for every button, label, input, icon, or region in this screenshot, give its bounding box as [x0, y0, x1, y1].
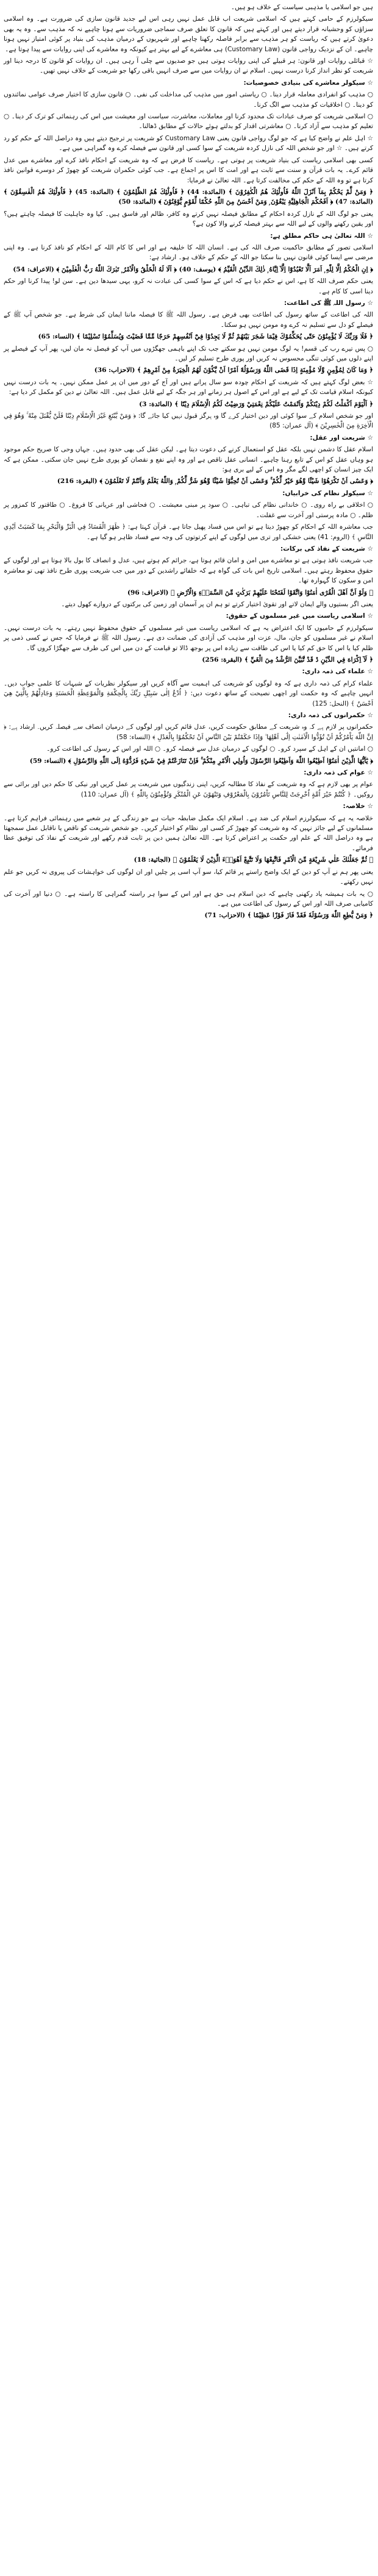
paragraph: یعنی اگر بستیوں والے ایمان لاتے اور تقویٰ اختیار کرتے تو ہم ان پر آسمان اور زمین کی برکتوں کے دروازے کھول دیتے۔	[61, 600, 373, 608]
paragraph: ○ اخلاقی بے راہ روی۔ ○ خاندانی نظام کی تباہی۔ ○ سود پر مبنی معیشت۔ ○ فحاشی اور عریانی کا فروغ۔ ○ طاقتور کا کمزور پر ظلم۔ ○ مادہ پرستی اور آخرت سے غفلت۔	[4, 501, 373, 519]
paragraph: کسی بھی اسلامی ریاست کی بنیاد شریعت پر ہوتی ہے۔ ریاست کا فرض ہے کہ وہ شریعت کے احکام نافذ کرے اور معاشرے میں عدل قائم کرے۔ یہ بات قرآن و سنت سے ثابت ہے اور امت کا اس پر اجماع ہے۔ جب کوئی حکمران شریعت کو چھوڑ کر دوسرے قوانین نافذ کرتا ہے تو وہ اللہ کے حکم کی مخالفت کرتا ہے۔ اللہ تعالیٰ نے فرمایا:	[4, 156, 373, 184]
section-heading: ☆ اسلامی ریاست میں غیر مسلموں کے حقوق:	[226, 612, 373, 620]
quran-verse: ﴿ لَآ اِكْرَاهَ فِي الدِّيْنِ ڐ قَدْ تَّبَيَّنَ الرُّشْدُ مِنَ الْغَيِّ ﴾ (البقرة: 256)	[202, 656, 373, 664]
paragraph: یعنی جو لوگ اللہ کے نازل کردہ احکام کے مطابق فیصلہ نہیں کرتے وہ کافر، ظالم اور فاسق ہیں۔ کیا وہ جاہلیت کا فیصلہ چاہتے ہیں؟ اور یقین رکھنے والوں کے لیے اللہ سے بہتر فیصلہ کرنے والا کون ہے؟	[4, 210, 373, 228]
paragraph: جب معاشرہ اللہ کے احکام کو چھوڑ دیتا ہے تو اس میں فساد پھیل جاتا ہے۔ قرآن کہتا ہے: ﴿ ظَهَرَ الْفَسَادُ فِي الْبَرِّ وَالْبَحْرِ بِمَا كَسَبَتْ اَيْدِي النَّاسِ ﴾ (الروم: 41) یعنی خشکی اور تری میں لوگوں کے اپنے کرتوتوں کی وجہ سے فساد ظاہر ہو گیا ہے۔	[4, 523, 373, 541]
paragraph: ہیں جو اسلامی یا مذہبی سیاست کے خلاف ہو ہیں۔	[230, 4, 373, 11]
paragraph: عوام پر بھی لازم ہے کہ وہ شریعت کے نفاذ کا مطالبہ کریں، اپنی زندگیوں میں شریعت پر عمل کریں اور نیکی کا حکم دیں اور برائی سے روکیں۔ ﴿ كُنْتُمْ خَيْرَ اُمَّةٍ اُخْرِجَتْ لِلنَّاسِ تَاْمُرُوْنَ بِالْمَعْرُوْفِ وَتَنْهَوْنَ عَنِ الْمُنْكَرِ وَتُؤْمِنُوْنَ بِاللّٰهِ ﴾ (آل عمران: 110)	[4, 781, 373, 798]
paragraph: ○ مذہب کو انفرادی معاملہ قرار دینا۔ ○ ریاستی امور میں مذہب کی مداخلت کی نفی۔ ○ قانون سازی کا اختیار صرف عوامی نمائندوں کو دینا۔ ○ اخلاقیات کو مذہب سے الگ کرنا۔	[4, 91, 373, 109]
paragraph: ☆ اہل علم نے واضح کیا ہے کہ جو لوگ رواجی قانون یعنی Customary Law کو شریعت پر ترجیح دیتے ہیں وہ دراصل اللہ کے حکم کو رد کرتے ہیں۔ ☆ اور جو شخص اللہ کی نازل کردہ شریعت کے سوا کسی اور قانون سے فیصلہ کرے وہ گمراہی میں ہے۔	[4, 134, 373, 152]
quran-verse: ﴿ يٰٓاَيُّهَا الَّذِيْنَ اٰمَنُوْٓا اَطِيْعُوا اللّٰهَ وَاَطِيْعُوا الرَّسُوْلَ وَاُولِي الْاَمْرِ مِنْكُمْ ۚ فَاِنْ تَنَازَعْتُمْ فِيْ شَيْءٍ فَرُدُّوْهُ اِلَى اللّٰهِ وَالرَّسُوْلِ ﴾ (النساء: 59)	[29, 757, 373, 765]
section-heading: ☆ حکمرانوں کی ذمہ داری:	[288, 712, 373, 719]
section-heading: ☆ سیکولر نظام کی خرابیاں:	[282, 489, 373, 497]
quran-verse: ﴿ ثُمَّ جَعَلْنٰكَ عَلٰي شَرِيْعَةٍ مِّنَ الْاَمْرِ فَاتَّبِعْهَا وَلَا تَتَّبِعْ اَهْوَاۗءَ الَّذِيْنَ لَا يَعْلَمُوْنَ ﴾ (الجاثیة: 18)	[134, 856, 373, 864]
quran-verse: ﴿ وَلَوْ اَنَّ اَهْلَ الْقُرٰٓى اٰمَنُوْا وَاتَّقَوْا لَفَتَحْنَا عَلَيْهِمْ بَرَكٰتٍ مِّنَ السَّمَاۗءِ وَالْاَرْضِ ﴾ (الاعراف: 96)	[127, 589, 373, 596]
section-heading: ☆ شریعت اور عقل:	[310, 434, 373, 442]
section-heading: ☆ خلاصہ:	[343, 803, 373, 810]
paragraph: سیکولرزم کے حامی کہتے ہیں کہ اسلامی شریعت اب قابل عمل نہیں رہی اس لیے جدید قانون سازی کی ضرورت ہے۔ وہ اسلامی سزاؤں کو وحشیانہ قرار دیتے ہیں اور کہتے ہیں کہ قانون کا تعلق صرف سماجی ضروریات سے ہونا چاہیے نہ کہ مذہب سے۔ وہ یہ بھی دعویٰ کرتے ہیں کہ ریاست کو ہر مذہب سے برابر فاصلہ رکھنا چاہیے اور شہریوں کے درمیان مذہب کی بنیاد پر کوئی امتیاز نہیں ہونا چاہیے۔ ان کے نزدیک رواجی قانون (Customary Law) ہی معاشرے کے لیے بہتر ہے کیونکہ وہ معاشرے کی اپنی روایات سے پیدا ہوتا ہے۔	[4, 15, 373, 53]
quran-verse: ﴿ اِنِ الْحُكْمُ اِلَّا لِلّٰهِ ۭ اَمَرَ اَلَّا تَعْبُدُوْٓا اِلَّآ اِيَّاهُ ۭ ذٰلِكَ الدِّيْنُ الْقَيِّمُ ﴾ (یوسف: 40) ﴿ اَلَا لَهُ الْخَلْقُ وَالْاَمْرُ ۭ تَبٰرَكَ اللّٰهُ رَبُّ الْعٰلَمِيْنَ ﴾ (الاعراف: 54)	[13, 265, 373, 273]
paragraph: اور جو شخص اسلام کے سوا کوئی اور دین اختیار کرے گا وہ ہرگز قبول نہیں کیا جائے گا: ﴿ وَمَنْ يَّبْتَغِ غَيْرَ الْاِسْلَامِ دِيْنًا فَلَنْ يُّقْبَلَ مِنْهُ ۚ وَهُوَ فِي الْاٰخِرَةِ مِنَ الْخٰسِرِيْنَ ﴾ (آل عمران: 85)	[4, 412, 373, 430]
section-heading: ☆ اللہ تعالیٰ ہی حاکم مطلق ہے:	[270, 232, 373, 240]
paragraph: ○ پس تیرے رب کی قسم! یہ لوگ مومن نہیں ہو سکتے جب تک اپنے باہمی جھگڑوں میں آپ کو فیصل نہ مان لیں، پھر آپ کے فیصلے پر اپنے دلوں میں کوئی تنگی محسوس نہ کریں اور پوری طرح تسلیم کر لیں۔	[4, 345, 373, 362]
paragraph: ☆ بعض لوگ کہتے ہیں کہ شریعت کے احکام چودہ سو سال پرانے ہیں اور آج کے دور میں ان پر عمل ممکن نہیں۔ یہ بات درست نہیں کیونکہ اسلام قیامت تک کے لیے ہے اور اس کے اصول ہر زمانے اور ہر جگہ کے لیے قابل عمل ہیں۔ اللہ تعالیٰ نے دین کو مکمل کر دیا ہے:	[4, 378, 373, 396]
section-heading: ☆ علماء کی ذمہ داری:	[302, 668, 373, 676]
paragraph: ○ اسلامی شریعت کو صرف عبادات تک محدود کرنا اور معاملات، معاشرت، سیاست اور معیشت میں اس کی رہنمائی کو ترک کر دینا۔ ○ تعلیم کو مذہب سے آزاد کرنا۔ ○ معاشرتی اقدار کو بدلتے ہوئے حالات کے مطابق ڈھالنا۔	[4, 113, 373, 131]
paragraph: علماء کرام کی ذمہ داری ہے کہ وہ لوگوں کو شریعت کی اہمیت سے آگاہ کریں اور سیکولر نظریات کے شبہات کا علمی جواب دیں۔ انہیں چاہیے کہ وہ حکمت اور اچھی نصیحت کے ساتھ دعوت دیں: ﴿ اُدْعُ اِلٰى سَبِيْلِ رَبِّكَ بِالْحِكْمَةِ وَالْمَوْعِظَةِ الْحَسَنَةِ وَجَادِلْهُمْ بِالَّتِيْ هِيَ اَحْسَنُ ﴾ (النحل: 125)	[4, 679, 373, 707]
quran-verse: ﴿ فَلَا وَرَبِّكَ لَا يُؤْمِنُوْنَ حَتّٰى يُحَكِّمُوْكَ فِيْمَا شَجَرَ بَيْنَهُمْ ثُمَّ لَا يَجِدُوْا فِيْٓ اَنْفُسِهِمْ حَرَجًا مِّمَّا قَضَيْتَ وَيُسَلِّمُوْا تَسْلِيْمًا ﴾ (النساء: 65)	[38, 333, 373, 341]
paragraph: جب شریعت نافذ ہوتی ہے تو معاشرے میں امن و امان قائم ہوتا ہے، جرائم کم ہوتے ہیں، عدل و انصاف کا بول بالا ہوتا ہے اور لوگوں کے حقوق محفوظ رہتے ہیں۔ اسلامی تاریخ اس بات کی گواہ ہے کہ خلفائے راشدین کے دور میں جب شریعت پوری طرح نافذ تھی تو معاشرہ امن و سکون کا گہوارہ تھا۔	[4, 557, 373, 585]
paragraph: ○ یہ بات ہمیشہ یاد رکھنی چاہیے کہ دین اسلام ہی حق ہے اور اس کے سوا ہر راستہ گمراہی کا راستہ ہے۔ ○ دنیا اور آخرت کی کامیابی صرف اللہ اور اس کے رسول کی اطاعت میں ہے۔	[4, 890, 373, 907]
section-heading: ☆ سیکولر معاشرے کی بنیادی خصوصیات:	[243, 79, 373, 87]
paragraph: ○ امانتیں ان کے اہل کے سپرد کرو۔ ○ لوگوں کے درمیان عدل سے فیصلہ کرو۔ ○ اللہ اور اس کے رسول کی اطاعت کرو۔	[46, 745, 373, 753]
paragraph: اسلامی تصور کے مطابق حاکمیت صرف اللہ کی ہے۔ انسان اللہ کا خلیفہ ہے اور اس کا کام اللہ کے احکام کو نافذ کرنا ہے۔ وہ اپنی مرضی سے ایسا کوئی قانون نہیں بنا سکتا جو اللہ کے حکم کے خلاف ہو۔ ارشاد ہے:	[4, 243, 373, 262]
section-heading: ☆ عوام کی ذمہ داری:	[304, 769, 373, 777]
section-heading: ☆ رسول اللہ ﷺ کی اطاعت:	[284, 299, 373, 307]
quran-verse: ﴿ اَلْيَوْمَ اَكْمَلْتُ لَكُمْ دِيْنَكُمْ وَاَتْمَمْتُ عَلَيْكُمْ نِعْمَتِيْ وَرَضِيْتُ لَكُمُ الْاِسْلَامَ دِيْنًا ﴾ (المائدة: 3)	[139, 400, 373, 408]
paragraph: حکمرانوں پر لازم ہے کہ وہ شریعت کے مطابق حکومت کریں، عدل قائم کریں اور لوگوں کے درمیان انصاف سے فیصلہ کریں۔ ارشاد ہے: ﴿ اِنَّ اللّٰهَ يَاْمُرُكُمْ اَنْ تُؤَدُّوا الْاَمٰنٰتِ اِلٰٓى اَهْلِهَا ۙ وَاِذَا حَكَمْتُمْ بَيْنَ النَّاسِ اَنْ تَحْكُمُوْا بِالْعَدْلِ ﴾ (النساء: 58)	[4, 723, 373, 741]
paragraph: یعنی حکم صرف اللہ کا ہے، اس نے حکم دیا ہے کہ اس کے سوا کسی کی عبادت نہ کرو، یہی سیدھا دین ہے۔ سن لو! پیدا کرنا اور حکم دینا اسی کا کام ہے۔	[4, 277, 373, 295]
quran-verse: ﴿ وَمَنْ يُّطِعِ اللّٰهَ وَرَسُوْلَهٗ فَقَدْ فَازَ فَوْزًا عَظِيْمًا ﴾ (الاحزاب: 71)	[204, 912, 373, 920]
paragraph: اسلام عقل کا دشمن نہیں بلکہ عقل کو استعمال کرنے کی دعوت دیتا ہے۔ لیکن عقل کی بھی حدود ہیں۔ جہاں وحی کا صریح حکم موجود ہو وہاں عقل کو اس کے تابع رہنا چاہیے۔ انسانی عقل ناقص ہے اور وہ اپنے نفع و نقصان کو پوری طرح نہیں جان سکتی۔ ممکن ہے کہ ایک چیز انسان کو اچھی لگے مگر وہ اس کے لیے بری ہو:	[4, 446, 373, 474]
paragraph: ☆ قبائلی روایات اور قانون: ہر قبیلے کی اپنی روایات ہوتی ہیں جو صدیوں سے چلی آ رہی ہیں۔ ان روایات کو قانون کا درجہ دینا اور شریعت کو نظر انداز کرنا درست نہیں۔ اسلام نے ان روایات میں سے صرف انہیں باقی رکھا جو شریعت کے خلاف نہیں تھیں۔	[4, 57, 373, 75]
quran-verse: ﴿ وَمَا كَانَ لِمُؤْمِنٍ وَّلَا مُؤْمِنَةٍ اِذَا قَضَى اللّٰهُ وَرَسُوْلُهٗٓ اَمْرًا اَنْ يَّكُوْنَ لَهُمُ الْخِيَرَةُ مِنْ اَمْرِهِمْ ﴾ (الاحزاب: 36)	[94, 367, 373, 374]
quran-verse: ﴿ وَمَنْ لَّمْ يَحْكُمْ بِمَآ اَنْزَلَ اللّٰهُ فَاُولٰٓئِكَ هُمُ الْكٰفِرُوْنَ ﴾ (المائدة: 44) ﴿ فَاُولٰٓئِكَ هُمُ الظّٰلِمُوْنَ ﴾ (المائدة: 45) ﴿ فَاُولٰٓئِكَ هُمُ الْفٰسِقُوْنَ ﴾ (المائدة: 47) ﴿ اَفَحُكْمَ الْجَاهِلِيَّةِ يَبْغُوْنَ ۭ وَمَنْ اَحْسَنُ مِنَ اللّٰهِ حُكْمًا لِّقَوْمٍ يُّوْقِنُوْنَ ﴾ (المائدة: 50)	[4, 188, 373, 206]
section-heading: ☆ شریعت کے نفاذ کی برکات:	[280, 545, 373, 553]
paragraph: سیکولرزم کے حامیوں کا ایک اعتراض یہ ہے کہ اسلامی ریاست میں غیر مسلموں کے حقوق محفوظ نہیں رہتے۔ یہ بات درست نہیں۔ اسلام نے غیر مسلموں کو جان، مال، عزت اور مذہب کی آزادی کی ضمانت دی ہے۔ رسول اللہ ﷺ نے فرمایا کہ جس نے کسی ذمی پر ظلم کیا یا اس کا حق کم کیا یا اس کی طاقت سے زیادہ اس پر بوجھ ڈالا تو قیامت کے دن میں اس کی طرف سے جھگڑا کروں گا۔	[4, 624, 373, 652]
paragraph: خلاصہ یہ ہے کہ سیکولرزم اسلام کی ضد ہے۔ اسلام ایک مکمل ضابطہ حیات ہے جو زندگی کے ہر شعبے میں رہنمائی فراہم کرتا ہے۔ مسلمانوں کے لیے جائز نہیں کہ وہ شریعت کو چھوڑ کر کسی اور نظام کو اختیار کریں۔ جو شخص شریعت کو ناقص یا ناقابل عمل سمجھتا ہے وہ دراصل اللہ کے علم اور حکمت پر اعتراض کرتا ہے۔ اللہ تعالیٰ ہمیں دین پر ثابت قدم رکھے اور شریعت کے نفاذ کی توفیق عطا فرمائے۔	[4, 814, 373, 852]
paragraph: یعنی پھر ہم نے آپ کو دین کے ایک واضح راستے پر قائم کیا، سو آپ اسی پر چلیں اور ان لوگوں کی خواہشات کی پیروی نہ کریں جو علم نہیں رکھتے۔	[4, 868, 373, 886]
quran-verse: ﴿ وَعَسٰٓى اَنْ تَكْرَهُوْا شَيْئًا وَّهُوَ خَيْرٌ لَّكُمْ ۚ وَعَسٰٓى اَنْ تُحِبُّوْا شَيْئًا وَّهُوَ شَرٌّ لَّكُمْ ۭ وَاللّٰهُ يَعْلَمُ وَاَنْتُمْ لَا تَعْلَمُوْنَ ﴾ (البقرة: 216)	[57, 478, 373, 485]
paragraph: اللہ کی اطاعت کے ساتھ رسول کی اطاعت بھی فرض ہے۔ رسول اللہ ﷺ کا فیصلہ ماننا ایمان کی شرط ہے۔ جو شخص آپ ﷺ کے فیصلے کو دل سے تسلیم نہ کرے وہ مومن نہیں ہو سکتا۔	[4, 311, 373, 329]
